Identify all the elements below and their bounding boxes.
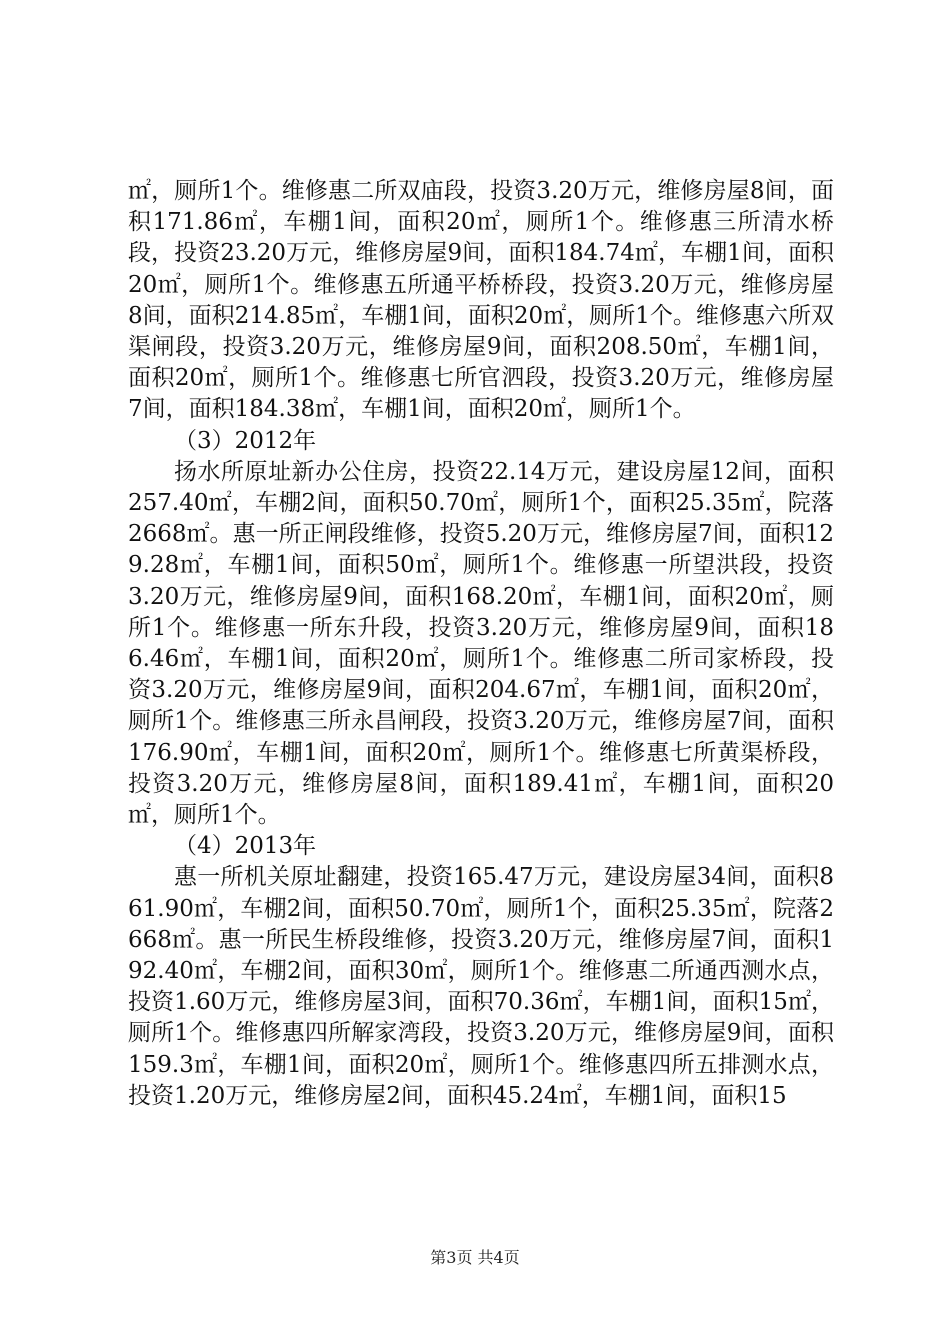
- paragraph-2013: 惠一所机关原址翻建，投资165.47万元，建设房屋34间，面积861.90㎡，车棚2间，面积50.70㎡，厕所1个，面积25.35㎡，院落2668㎡。惠一所民生桥段维修，投资3.20万元，维修房屋7间，面积192.40㎡，车棚2间，面积30㎡，厕所1个。维修惠二所通西测水点，投资1.60万元，维修房屋3间，面积70.36㎡，车棚1间，面积15㎡，厕所1个。维修惠四所解家湾段，投资3.20万元，维修房屋9间，面积159.3㎡，车棚1间，面积20㎡，厕所1个。维修惠四所五排测水点，投资1.20万元，维修房屋2间，面积45.24㎡，车棚1间，面积15: [128, 864, 834, 1109]
- paragraph-2012: 扬水所原址新办公住房，投资22.14万元，建设房屋12间，面积257.40㎡，车棚2间，面积50.70㎡，厕所1个，面积25.35㎡，院落2668㎡。惠一所正闸段维修，投资5.20万元，维修房屋7间，面积129.28㎡，车棚1间，面积50㎡，厕所1个。维修惠一所望洪段，投资3.20万元，维修房屋9间，面积168.20㎡，车棚1间，面积20㎡，厕所1个。维修惠一所东升段，投资3.20万元，维修房屋9间，面积186.46㎡，车棚1间，面积20㎡，厕所1个。维修惠二所司家桥段，投资3.20万元，维修房屋9间，面积204.67㎡，车棚1间，面积20㎡，厕所1个。维修惠三所永昌闸段，投资3.20万元，维修房屋7间，面积176.90㎡，车棚1间，面积20㎡，厕所1个。维修惠七所黄渠桥段，投资3.20万元，维修房屋8间，面积189.41㎡，车棚1间，面积20㎡，厕所1个。: [128, 458, 834, 829]
- section-heading-2013: （4）2013年: [174, 833, 317, 860]
- section-heading-2012: （3）2012年: [174, 427, 317, 454]
- document-body: [128, 176, 834, 1112]
- page-footer: 第3页 共4页: [430, 1248, 520, 1267]
- paragraph-continuation-2011: ㎡，厕所1个。维修惠二所双庙段，投资3.20万元，维修房屋8间，面积171.86㎡，车棚1间，面积20㎡，厕所1个。维修惠三所清水桥段，投资23.20万元，维修房屋9间，面积184.74㎡，车棚1间，面积20㎡，厕所1个。维修惠五所通平桥桥段，投资3.20万元，维修房屋8间，面积214.85㎡，车棚1间，面积20㎡，厕所1个。维修惠六所双渠闸段，投资3.20万元，维修房屋9间，面积208.50㎡，车棚1间，面积20㎡，厕所1个。维修惠七所官泗段，投资3.20万元，维修房屋7间，面积184.38㎡，车棚1间，面积20㎡，厕所1个。: [128, 178, 834, 423]
